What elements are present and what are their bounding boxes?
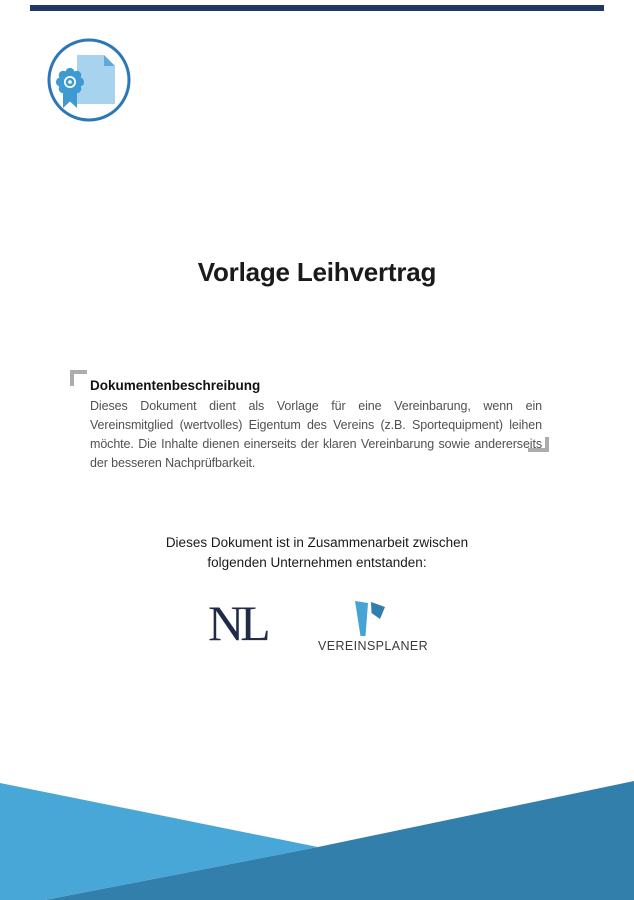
collaboration-line-1: Dieses Dokument ist in Zusammenarbeit zwischen bbox=[165, 535, 469, 550]
certificate-logo bbox=[47, 38, 131, 122]
collaboration-note bbox=[0, 533, 634, 572]
description-heading: Dokumentenbeschreibung bbox=[90, 378, 261, 393]
certificate-document-icon bbox=[47, 38, 131, 122]
vereinsplaner-logo bbox=[318, 601, 429, 653]
nl-monogram-logo: NL bbox=[208, 595, 267, 651]
footer-decoration bbox=[0, 780, 634, 900]
vereinsplaner-wordmark: VEREINSPLANER bbox=[318, 639, 429, 653]
top-accent-bar bbox=[30, 5, 604, 11]
flag-pennant-icon bbox=[352, 601, 388, 637]
document-description bbox=[90, 378, 542, 473]
page-title: Vorlage Leihvertrag bbox=[197, 257, 437, 287]
description-body: Dieses Dokument dient als Vorlage für eine Vereinbarung, wenn ein Vereinsmitglied (wertvolles) Eigentum des Vereins (z.B. Sportequipment) leihen möchte. Die Inhalte dienen einerseits der klaren Vereinbarung sowie andererseits der besseren Nachprüfbarkeit. bbox=[90, 399, 542, 470]
quote-corner-top-left-icon bbox=[70, 370, 87, 386]
collaboration-line-2: folgenden Unternehmen entstanden: bbox=[207, 554, 427, 570]
